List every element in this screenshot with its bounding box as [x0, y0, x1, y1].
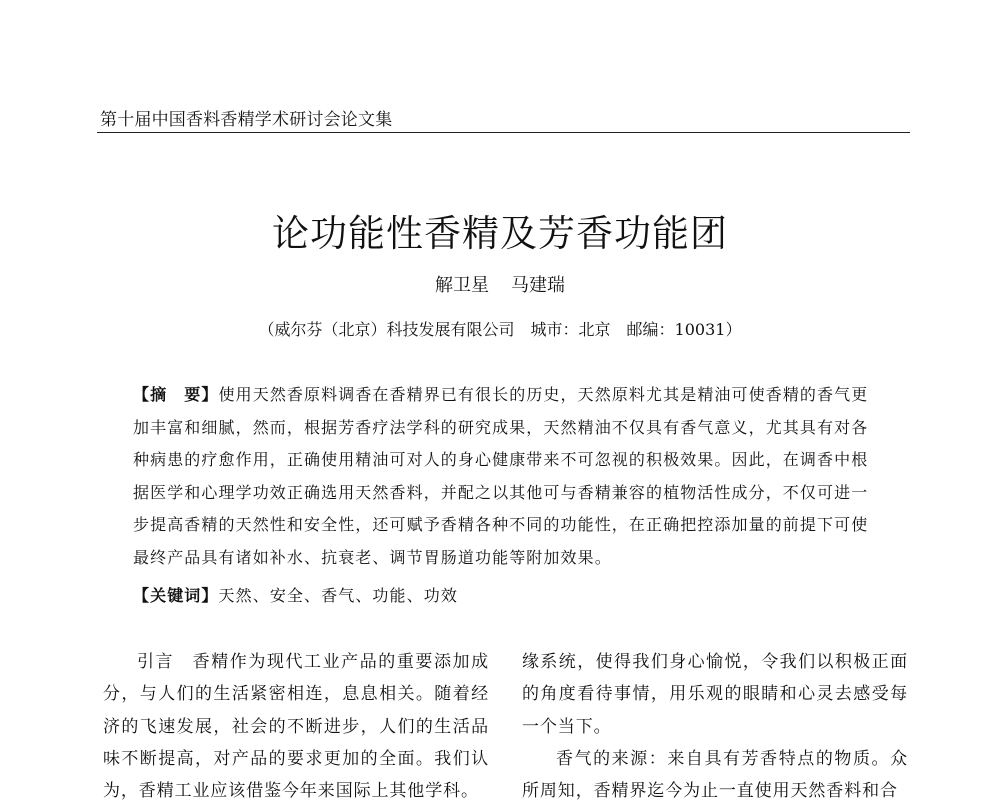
keywords-text: 天然、安全、香气、功能、功效	[218, 586, 458, 605]
article-title: 论功能性香精及芳香功能团	[272, 212, 728, 255]
author-affiliation: （威尔芬（北京）科技发展有限公司 城市：北京 邮编：10031）	[258, 320, 742, 339]
introduction-text: 香精作为现代工业产品的重要添加成分，与人们的生活紧密相连，息息相关。随着经济的飞速发展，社会的不断进步，人们的生活品味不断提高，对产品的要求更加的全面。我们认为，香精工业应该借鉴今年来国际上其他学科。	[103, 652, 489, 802]
body-paragraph: 缘系统，使得我们身心愉悦，令我们以积极正面的角度看待事情，用乐观的眼睛和心灵去感受每一个当下。	[522, 652, 908, 737]
author-name: 解卫星	[435, 275, 489, 296]
section-heading-introduction: 引言	[137, 652, 175, 672]
keywords	[133, 583, 458, 606]
abstract	[133, 379, 877, 574]
keywords-label: 【关键词】	[133, 586, 219, 605]
abstract-label: 【摘 要】	[133, 385, 219, 404]
body-left-column	[103, 646, 489, 807]
body-paragraph	[103, 646, 489, 807]
running-header	[97, 104, 910, 133]
running-header-title: 第十届中国香料香精学术研讨会论文集	[100, 110, 393, 130]
author-name: 马建瑞	[511, 275, 565, 296]
author-list	[0, 271, 1000, 297]
body-right-column	[522, 646, 908, 807]
abstract-text: 使用天然香原料调香在香精界已有很长的历史，天然原料尤其是精油可使香精的香气更加丰富和细腻，然而，根据芳香疗法学科的研究成果，天然精油不仅具有香气意义，尤其具有对各种病患的疗愈作用，正确使用精油可对人的身心健康带来不可忽视的积极效果。因此，在调香中根据医学和心理学功效正确选用天然香料，并配之以其他可与香精兼容的植物活性成分，不仅可进一步提高香精的天然性和安全性，还可赋予香精各种不同的功能性，在正确把控添加量的前提下可使最终产品具有诸如补水、抗衰老、调节胃肠道功能等附加效果。	[133, 385, 869, 567]
body-paragraph: 香气的来源：来自具有芳香特点的物质。众所周知，香精界迄今为止一直使用天然香料和合	[522, 748, 908, 802]
